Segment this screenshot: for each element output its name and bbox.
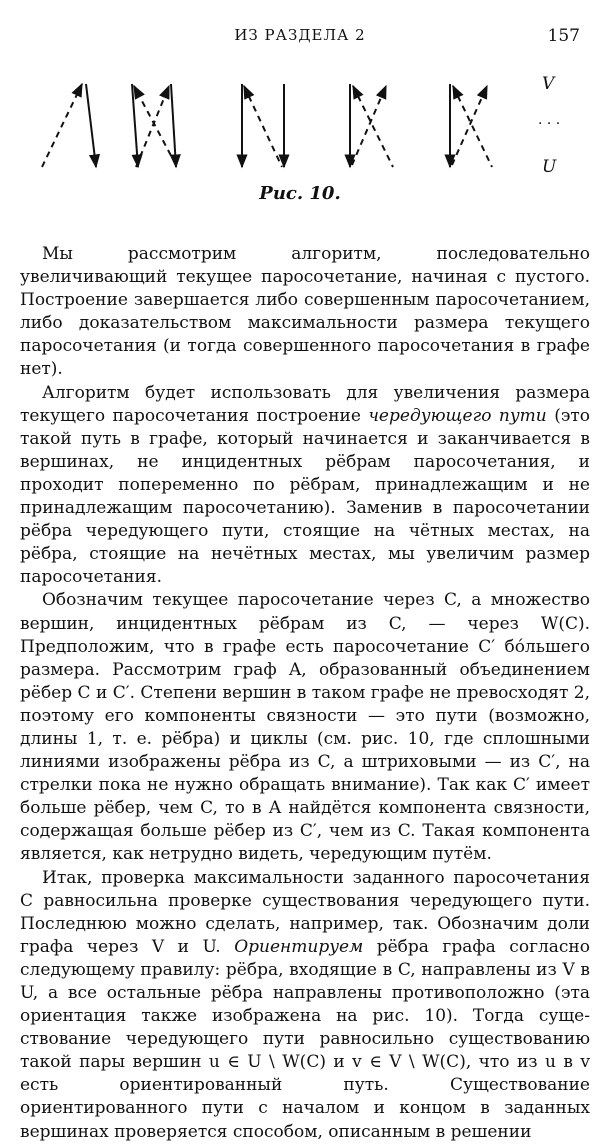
paragraph-4-end: рёбра графа согласно следующему правилу: рёбра, входящие в C, направлены из V в U, а все остальные рёбра направлены противоположно (эта ориентация также изображена на рис. 10). Тогда существование чередующего пути равносильно существованию такой пары вершин u ∈ U \ W(C) и v ∈ V \ W(C), что из u в v есть ориентированный путь. Существование ориентированного пути с началом и концом в заданных вершинах проверяется способом, описанным в решении [20,936,590,1142]
graph-component-5 [450,84,492,167]
paragraph-2-start: Алгоритм будет использовать для увеличения размера текущего паросочетания построение [20,382,590,426]
term-alternating-path: чередующего пути [368,405,547,426]
label-u: U [542,157,557,177]
paragraph-1: Мы рассмотрим алгоритм, последовательно увеличивающий текущее паросочетание, начиная с пустого. Построение завершается либо совершенным паросочетанием, либо доказательством максимальности размера текущего паросочетания (и тогда совершенного паросочетания в графе нет). [20,244,590,380]
figure-10 [30,72,580,182]
paragraph-4-start: Итак, проверка максимальности заданного паросочетания C равносильна проверке существования чередующего пути. Последнюю можно сделать, например, так. Обозначим доли графа через V и U. [20,867,590,957]
term-orient: Ориентируем [234,936,364,957]
label-dots: · · · [538,116,561,132]
graph-component-1 [42,84,96,167]
page-number: 157 [547,26,580,46]
paragraph-2 [20,382,590,590]
figure-caption: Рис. 10. [259,183,341,204]
running-head: ИЗ РАЗДЕЛА 2 [234,26,366,44]
paragraph-3: Обозначим текущее паросочетание через C, а множество вершин, инцидентных рёбрам из C, — через W(C). Предположим, что в графе есть паросочетание C′ бо́льшего размера. Рассмотрим граф A, образованный объединением рёбер C и C′. Степени вершин в таком графе не превосходят 2, поэтому его компоненты связности — это пути (возможно, длины 1, т. е. рёбра) и циклы (см. рис. 10, где сплошными линиями изображены рёбра из C, а штриховыми — из C′, на стрелки пока не нужно обращать внимание). Так как C′ имеет больше рёбер, чем C, то в A найдётся компонента связности, содержащая больше рёбер из C′, чем из C. Такая компонента является, как нетрудно видеть, чередующим путём. [20,590,590,865]
body-text [20,243,590,1144]
figure-10-diagram [30,72,580,182]
paragraph-4 [20,867,590,1144]
graph-component-2 [132,84,176,167]
graph-component-4 [350,84,393,167]
paragraph-2-end: (это такой путь в графе, который начинается и заканчивается в вершинах, не инцидентных рёбрам паросочетания, и проходит попеременно по рёбрам, принадлежащим и не принадлежащим паросочетанию). Заменив в паросочетании рёбра чередующего пути, стоящие на чётных местах, на рёбра, стоящие на нечётных местах, мы увеличим размер паросочетания. [20,405,590,588]
page-header [0,26,600,50]
graph-component-3 [242,84,284,167]
label-v: V [542,74,555,94]
